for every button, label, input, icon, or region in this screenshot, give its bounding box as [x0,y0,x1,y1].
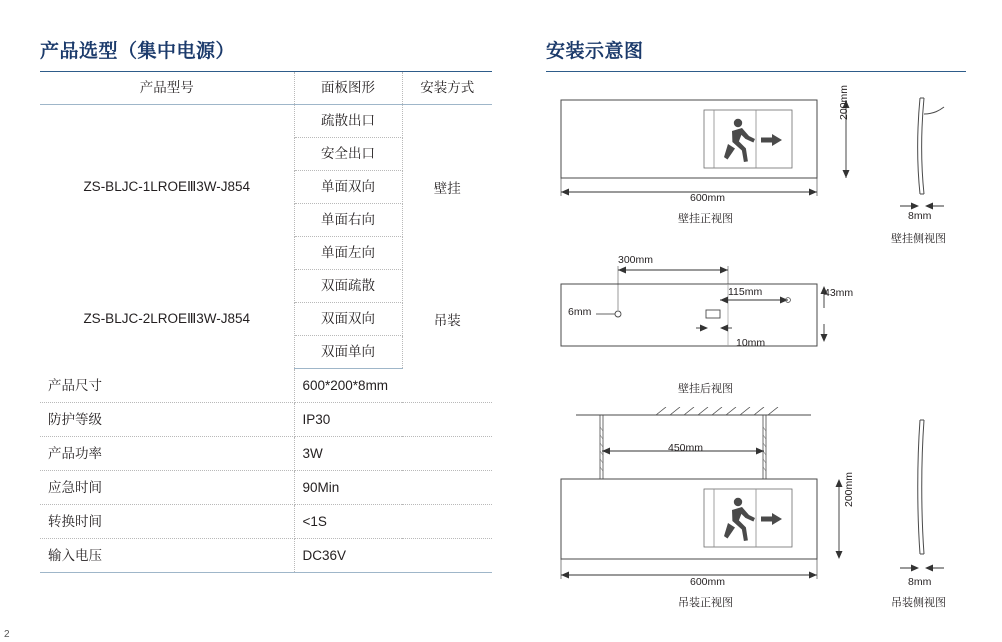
dim-wall-back-inner: 115mm [728,286,763,298]
table-row [40,471,492,505]
spec-value: <1S [302,514,327,529]
hang-side-drawing [886,412,956,592]
dim-wall-front-height: 200mm [838,84,850,120]
product-spec-table [40,72,492,573]
table-row [40,369,492,403]
spec-value: DC36V [302,548,347,563]
dim-wall-back-top: 300mm [618,254,654,266]
spec-label: 输入电压 [48,548,102,563]
spec-value: 600*200*8mm [302,378,389,393]
panel-type: 疏散出口 [321,113,375,128]
panel-type: 单面双向 [321,179,375,194]
panel-type: 安全出口 [321,146,375,161]
spec-value: 3W [302,446,323,461]
diagram-canvas [546,82,966,612]
table-header-mount: 安装方式 [420,80,475,95]
caption-hang-side: 吊装侧视图 [891,597,946,609]
dim-wall-back-right: 43mm [824,287,854,299]
mount-type-1: 壁挂 [433,181,461,197]
caption-hang-front: 吊装正视图 [678,597,733,609]
caption-wall-back: 壁挂后视图 [678,383,733,395]
panel-type: 单面右向 [321,212,375,227]
panel-type: 单面左向 [321,245,375,260]
spec-value: IP30 [302,412,331,427]
spec-label: 产品功率 [48,446,102,461]
section-title-installation: 安装示意图 [546,36,966,72]
table-row [40,270,492,303]
dim-wall-side-thickness: 8mm [908,210,932,222]
dim-hang-side-thickness: 8mm [908,576,932,588]
dim-hang-front-height: 200mm [843,471,855,507]
mount-type-2: 吊装 [433,313,461,328]
table-row [40,505,492,539]
wall-side-drawing [886,90,956,220]
panel-type: 双面单向 [321,344,375,359]
panel-type: 双面疏散 [321,278,375,293]
spec-value: 90Min [302,480,340,495]
caption-wall-front: 壁挂正视图 [678,213,733,225]
product-selection-section [40,36,492,573]
table-row [40,437,492,471]
dim-hang-front-width: 600mm [690,576,726,588]
product-model-1: ZS-BLJC-1LROEⅢ3W-J854 [83,179,251,195]
table-header-row [40,72,492,105]
dim-hang-span: 450mm [668,442,704,454]
table-row [40,539,492,573]
table-row [40,403,492,437]
dim-wall-back-slot: 10mm [736,337,766,349]
dim-wall-back-hole: 6mm [568,306,592,318]
spec-label: 防护等级 [48,412,102,427]
panel-type: 双面双向 [321,311,375,326]
product-model-2: ZS-BLJC-2LROEⅢ3W-J854 [83,311,251,326]
page-number: 2 [4,629,10,640]
table-header-model: 产品型号 [139,80,194,95]
wall-back-drawing [556,252,886,382]
section-title-product-selection: 产品选型（集中电源） [40,36,492,72]
spec-label: 产品尺寸 [48,377,102,393]
spec-label: 应急时间 [48,480,102,495]
spec-label: 转换时间 [48,514,102,529]
table-header-panel: 面板图形 [321,80,375,95]
table-row [40,105,492,138]
installation-diagram-section [546,36,966,612]
caption-wall-side: 壁挂侧视图 [891,233,946,245]
dim-wall-front-width: 600mm [690,192,726,204]
